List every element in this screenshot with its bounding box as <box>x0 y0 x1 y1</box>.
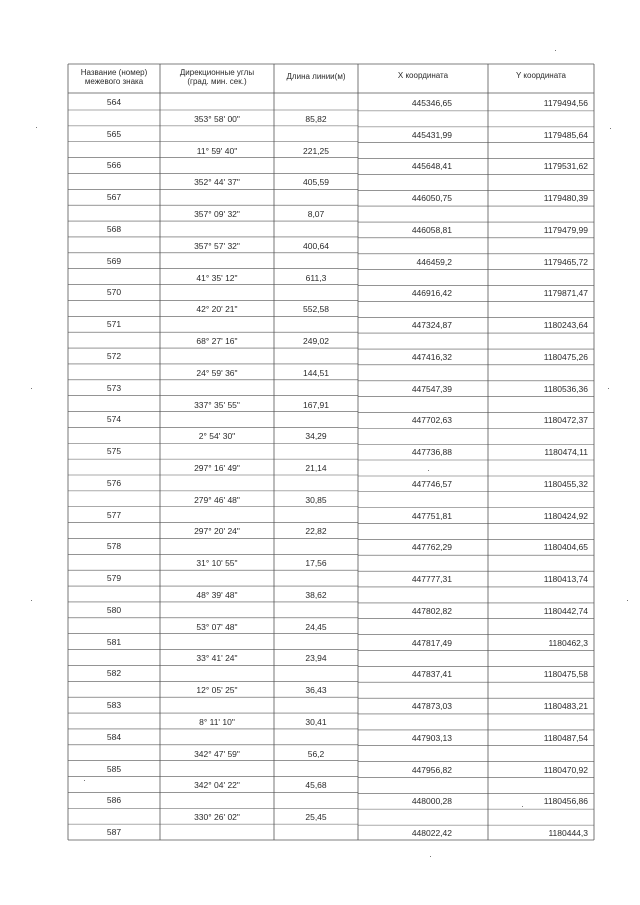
segment-length: 21,14 <box>305 463 327 473</box>
point-x-coordinate: 445346,65 <box>411 98 452 108</box>
point-name: 569 <box>106 255 122 266</box>
segment-length: 38,62 <box>305 589 327 600</box>
point-name: 571 <box>106 319 122 330</box>
scan-speck <box>31 388 32 389</box>
point-y-coordinate: 1180472,37 <box>543 415 588 426</box>
point-x-coordinate: 447777,31 <box>411 574 452 585</box>
point-name: 570 <box>106 287 122 298</box>
segment-length: 56,2 <box>307 748 325 759</box>
header-x: X координата <box>397 71 449 80</box>
segment-direction-angle: 48° 39' 48" <box>196 589 238 600</box>
point-y-coordinate: 1180455,32 <box>543 478 588 489</box>
point-name: 577 <box>106 509 122 520</box>
point-name: 584 <box>106 731 122 742</box>
point-name: 580 <box>106 604 122 615</box>
point-name: 568 <box>106 223 122 234</box>
segment-length: 45,68 <box>305 780 327 791</box>
point-y-coordinate: 1180475,26 <box>543 351 588 362</box>
segment-direction-angle: 2° 54' 30" <box>198 431 236 442</box>
segment-direction-angle: 297° 16' 49" <box>194 463 240 473</box>
point-x-coordinate: 447802,82 <box>411 605 452 616</box>
point-y-coordinate: 1180462,3 <box>548 637 588 648</box>
segment-direction-angle: 357° 09' 32" <box>194 209 240 220</box>
header-name <box>68 68 160 86</box>
point-y-coordinate: 1180444,3 <box>548 828 588 838</box>
point-y-coordinate: 1180424,92 <box>543 510 588 521</box>
point-name: 572 <box>106 350 122 361</box>
segment-length: 34,29 <box>305 431 327 442</box>
scan-speck <box>430 856 431 857</box>
header-length: Длина линии(м) <box>286 72 346 81</box>
point-name: 573 <box>106 382 122 393</box>
point-y-coordinate: 1179480,39 <box>543 193 588 204</box>
segment-length: 144,51 <box>303 367 329 378</box>
point-name: 575 <box>106 446 122 457</box>
segment-direction-angle: 12° 05' 25" <box>196 685 238 696</box>
point-y-coordinate: 1179494,56 <box>543 98 588 108</box>
segment-direction-angle: 342° 47' 59" <box>194 748 240 759</box>
point-name: 567 <box>106 192 122 203</box>
header-name-line1: Название (номер) <box>80 68 148 77</box>
segment-direction-angle: 68° 27' 16" <box>196 336 238 347</box>
segment-length: 167,91 <box>303 399 329 410</box>
point-name: 578 <box>106 541 122 552</box>
segment-length: 25,45 <box>305 812 327 823</box>
point-x-coordinate: 447837,41 <box>411 669 452 680</box>
point-x-coordinate: 448000,28 <box>411 796 452 807</box>
segment-direction-angle: 297° 20' 24" <box>194 526 240 537</box>
point-x-coordinate: 447873,03 <box>411 701 452 712</box>
segment-direction-angle: 42° 20' 21" <box>196 304 238 315</box>
point-y-coordinate: 1180483,21 <box>543 701 588 712</box>
segment-direction-angle: 337° 35' 55" <box>194 399 240 410</box>
point-x-coordinate: 447903,13 <box>411 732 452 743</box>
scan-speck <box>84 780 85 781</box>
segment-direction-angle: 352° 44' 37" <box>194 177 240 188</box>
scan-speck <box>36 127 37 128</box>
segment-length: 611,3 <box>305 272 327 283</box>
segment-length: 8,07 <box>307 209 325 220</box>
point-name: 586 <box>106 795 122 806</box>
header-angle-line1: Дирекционные углы <box>179 68 255 77</box>
point-x-coordinate: 447751,81 <box>411 510 452 521</box>
scan-speck <box>31 600 32 601</box>
point-x-coordinate: 447416,32 <box>411 351 452 362</box>
point-x-coordinate: 447762,29 <box>411 542 452 553</box>
segment-length: 249,02 <box>303 336 329 347</box>
point-name: 564 <box>106 97 122 107</box>
scan-speck <box>627 600 628 601</box>
segment-length: 36,43 <box>305 685 327 696</box>
point-y-coordinate: 1179485,64 <box>543 129 588 140</box>
point-y-coordinate: 1179479,99 <box>543 224 588 235</box>
point-name: 585 <box>106 763 122 774</box>
scan-speck <box>428 470 429 471</box>
point-x-coordinate: 447736,88 <box>411 447 452 458</box>
point-x-coordinate: 447817,49 <box>411 637 452 648</box>
point-x-coordinate: 446916,42 <box>411 288 452 299</box>
point-name: 565 <box>106 128 122 139</box>
point-name: 581 <box>106 636 122 647</box>
segment-length: 552,58 <box>303 304 329 315</box>
segment-direction-angle: 31° 10' 55" <box>196 558 238 569</box>
point-x-coordinate: 447956,82 <box>411 764 452 775</box>
point-name: 579 <box>106 573 122 584</box>
segment-length: 30,41 <box>305 716 327 727</box>
point-name: 576 <box>106 477 122 488</box>
segment-direction-angle: 33° 41' 24" <box>196 653 238 664</box>
point-x-coordinate: 447324,87 <box>411 320 452 331</box>
point-x-coordinate: 448022,42 <box>411 828 452 838</box>
point-name: 583 <box>106 700 122 711</box>
point-x-coordinate: 445648,41 <box>411 161 452 172</box>
segment-length: 30,85 <box>305 494 327 505</box>
segment-direction-angle: 11° 59' 40" <box>196 145 238 156</box>
segment-direction-angle: 279° 46' 48" <box>194 494 240 505</box>
point-y-coordinate: 1180470,92 <box>543 764 588 775</box>
point-y-coordinate: 1179465,72 <box>543 256 588 267</box>
point-y-coordinate: 1180404,65 <box>543 542 588 553</box>
segment-direction-angle: 357° 57' 32" <box>194 240 240 251</box>
point-name: 566 <box>106 160 122 171</box>
header-angle <box>160 68 274 86</box>
segment-length: 85,82 <box>305 113 327 124</box>
point-name: 574 <box>106 414 122 425</box>
segment-direction-angle: 24° 59' 36" <box>196 367 238 378</box>
segment-length: 22,82 <box>305 526 327 537</box>
point-y-coordinate: 1180456,86 <box>543 796 588 807</box>
point-y-coordinate: 1180442,74 <box>543 605 588 616</box>
point-y-coordinate: 1180475,58 <box>543 669 588 680</box>
point-x-coordinate: 445431,99 <box>411 129 452 140</box>
segment-direction-angle: 41° 35' 12" <box>196 272 238 283</box>
scan-speck <box>522 806 523 807</box>
header-name-line2: межевого знака <box>84 77 144 86</box>
point-y-coordinate: 1179871,47 <box>543 288 588 299</box>
point-y-coordinate: 1180536,36 <box>543 383 588 394</box>
segment-direction-angle: 330° 26' 02" <box>194 812 240 823</box>
point-x-coordinate: 446058,81 <box>411 224 452 235</box>
point-x-coordinate: 447547,39 <box>411 383 452 394</box>
segment-length: 400,64 <box>303 240 329 251</box>
scan-speck <box>610 128 611 129</box>
segment-direction-angle: 53° 07' 48" <box>196 621 238 632</box>
point-name: 582 <box>106 668 122 679</box>
header-y: Y координата <box>515 71 567 80</box>
point-y-coordinate: 1179531,62 <box>543 161 588 172</box>
point-x-coordinate: 446459,2 <box>416 256 452 267</box>
scan-speck <box>608 388 609 389</box>
point-x-coordinate: 447746,57 <box>411 478 452 489</box>
scan-speck <box>555 50 556 51</box>
point-y-coordinate: 1180413,74 <box>543 574 588 585</box>
point-y-coordinate: 1180474,11 <box>544 447 588 458</box>
point-x-coordinate: 447702,63 <box>411 415 452 426</box>
segment-length: 405,59 <box>303 177 329 188</box>
segment-length: 221,25 <box>303 145 329 156</box>
segment-length: 24,45 <box>305 621 327 632</box>
segment-length: 23,94 <box>305 653 327 664</box>
header-angle-line2: (град. мин. сек.) <box>187 77 247 86</box>
point-name: 587 <box>106 827 122 837</box>
segment-direction-angle: 353° 58' 00" <box>194 113 240 124</box>
segment-direction-angle: 8° 11' 10" <box>199 716 235 727</box>
point-y-coordinate: 1180243,64 <box>543 320 588 331</box>
point-x-coordinate: 446050,75 <box>411 193 452 204</box>
segment-length: 17,56 <box>305 558 327 569</box>
segment-direction-angle: 342° 04' 22" <box>194 780 240 791</box>
point-y-coordinate: 1180487,54 <box>543 732 588 743</box>
